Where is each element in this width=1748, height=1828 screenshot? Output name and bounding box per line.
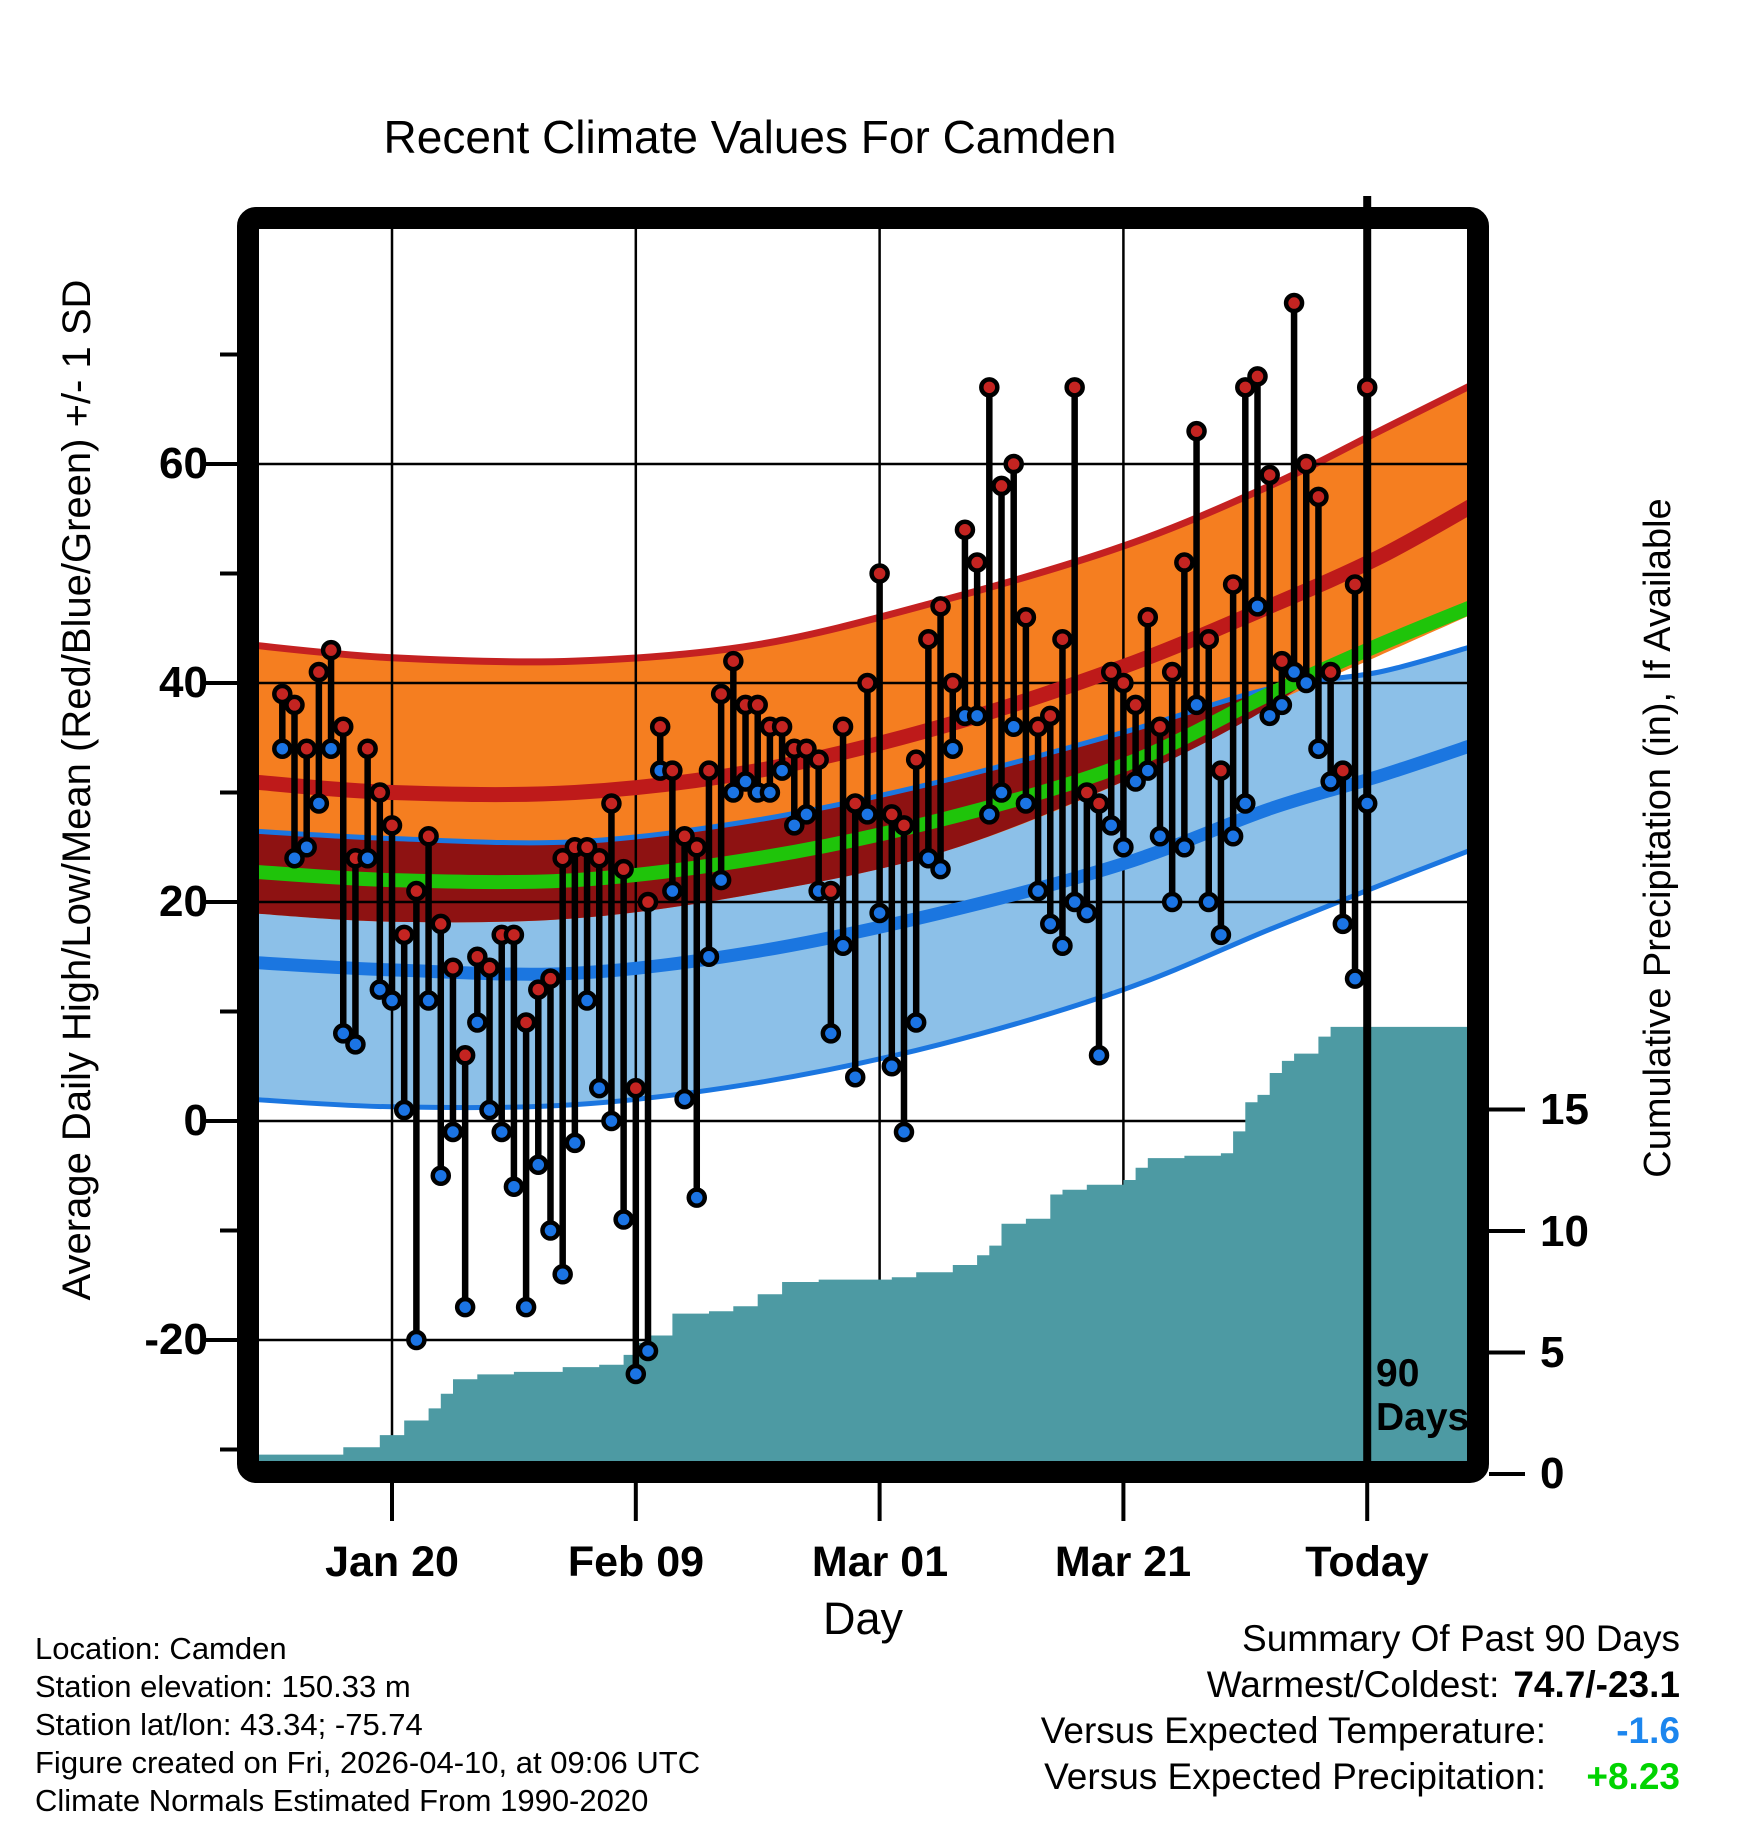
ninety-days-marker-number: 90 — [1376, 1352, 1420, 1395]
precip-axis-label: Cumulative Precipitation (in), If Available — [1637, 498, 1679, 1178]
summary-label: Versus Expected Temperature: — [1040, 1710, 1546, 1751]
summary-row-warmest-coldest — [1041, 1662, 1680, 1708]
summary-value: 74.7/-23.1 — [1513, 1664, 1680, 1705]
x-tick-label-mar01: Mar 01 — [811, 1538, 949, 1586]
summary-row-vs-precipitation — [1041, 1754, 1680, 1800]
y-tick-label-40: 40 — [159, 658, 208, 707]
footer-created: Figure created on Fri, 2026-04-10, at 09:06 UTC — [35, 1745, 701, 1780]
y-tick-label-0: 0 — [183, 1096, 208, 1145]
summary-value: +8.23 — [1586, 1756, 1680, 1797]
footer-latlon: Station lat/lon: 43.34; -75.74 — [35, 1707, 423, 1742]
footer-location: Location: Camden — [35, 1631, 287, 1666]
precip-tick-label-5: 5 — [1540, 1328, 1565, 1377]
summary-title: Summary Of Past 90 Days — [1242, 1618, 1680, 1659]
x-tick-label-feb09: Feb 09 — [567, 1538, 705, 1586]
x-axis-label: Day — [822, 1593, 904, 1644]
page-title: Recent Climate Values For Camden — [383, 111, 1117, 163]
y-tick-label-neg20: -20 — [144, 1315, 208, 1364]
summary-row-vs-temperature — [1041, 1708, 1680, 1754]
y-tick-label-60: 60 — [159, 439, 208, 488]
precip-tick-label-15: 15 — [1540, 1085, 1589, 1134]
x-tick-label-today: Today — [1305, 1538, 1429, 1586]
footer-normals: Climate Normals Estimated From 1990-2020 — [35, 1783, 649, 1818]
summary-value: -1.6 — [1616, 1710, 1680, 1751]
x-tick-label-jan20: Jan 20 — [325, 1538, 459, 1586]
summary-block — [1041, 1616, 1680, 1800]
summary-label: Warmest/Coldest: — [1206, 1664, 1500, 1705]
x-tick-label-mar21: Mar 21 — [1054, 1538, 1192, 1586]
precip-tick-label-10: 10 — [1540, 1207, 1589, 1256]
precip-tick-label-0: 0 — [1540, 1449, 1565, 1498]
y-tick-label-20: 20 — [159, 877, 208, 926]
ninety-days-marker-text: Days — [1376, 1396, 1470, 1439]
station-metadata — [35, 1630, 700, 1820]
summary-label: Versus Expected Precipitation: — [1044, 1756, 1546, 1797]
temp-axis-label: Average Daily High/Low/Mean (Red/Blue/Green) +/- 1 SD — [55, 279, 99, 1301]
footer-elevation: Station elevation: 150.33 m — [35, 1669, 411, 1704]
